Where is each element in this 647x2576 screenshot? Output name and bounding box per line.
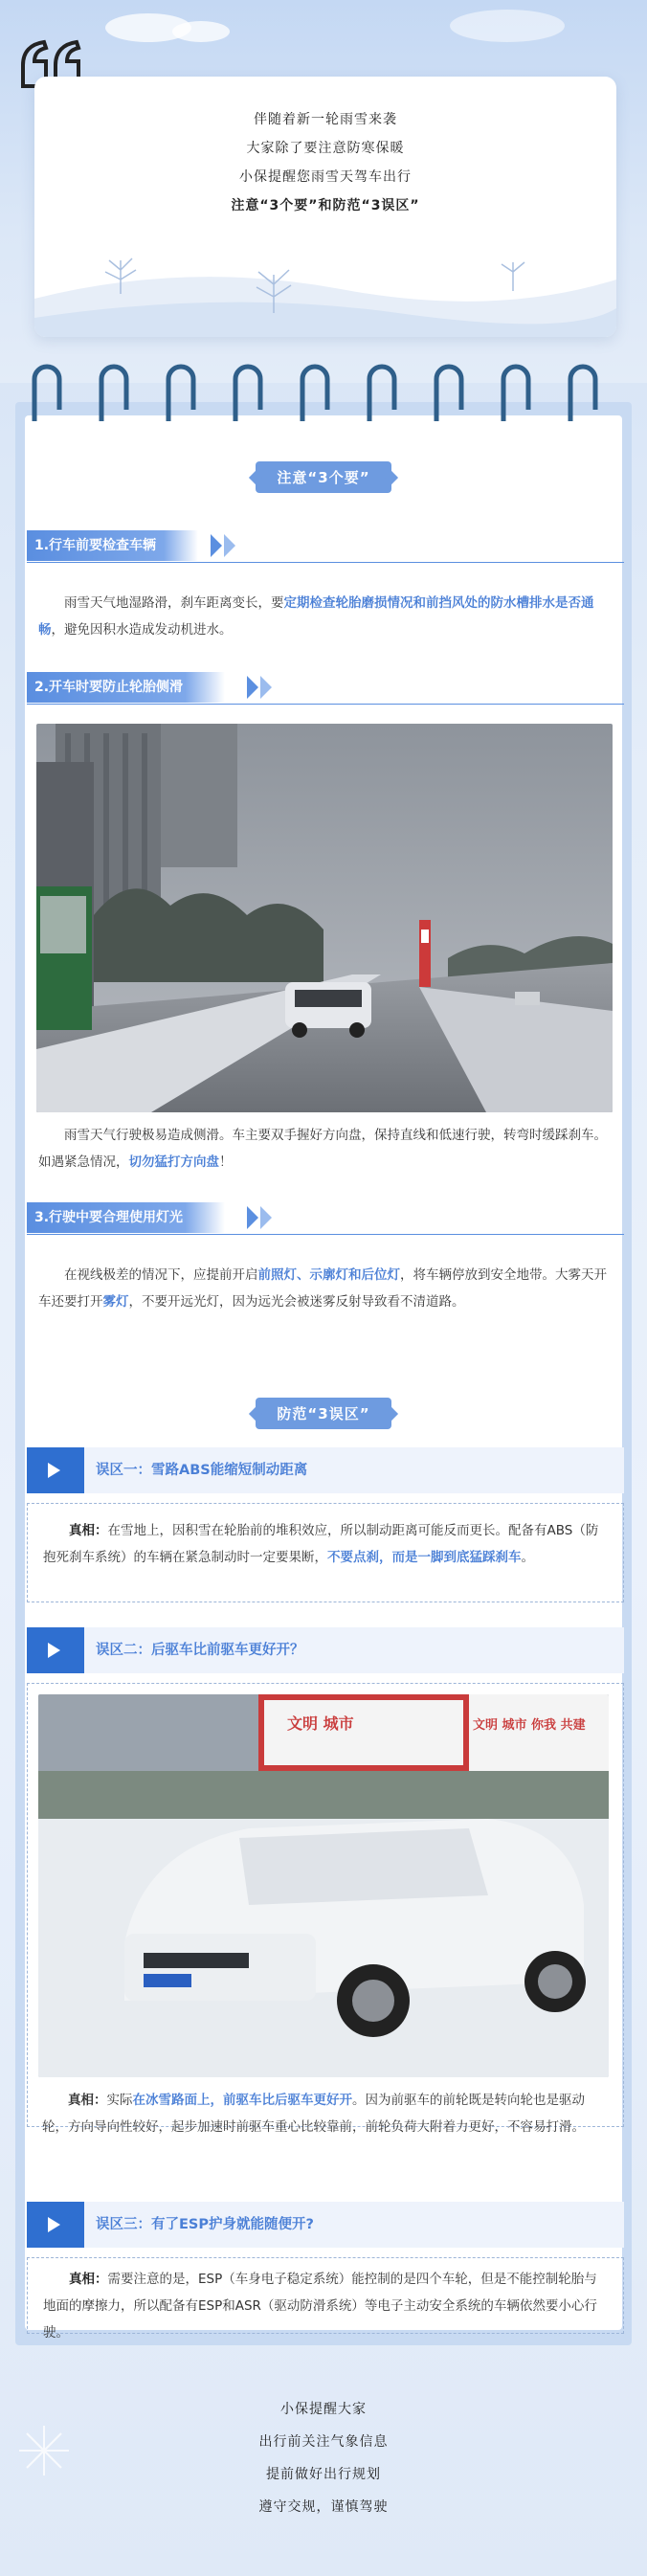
misconception-label: 误区三：有了ESP护身就能随便开? [96,2217,314,2232]
misconception-1-header [27,1447,624,1493]
chevron-right-icon [224,534,235,557]
paragraph-use-lights [38,1262,613,1315]
truth-text: 。 [521,1550,534,1565]
misconception-2-header [27,1627,624,1673]
snowy-trees-illustration [34,222,616,337]
truth-box-3 [27,2257,624,2341]
subheading-label: 2.开车时要防止轮胎侧滑 [27,672,225,703]
chevron-right-icon [260,1206,272,1229]
paragraph-prevent-skid [38,1122,613,1176]
intro-line-1: 伴随着新一轮雨雪来袭 [254,112,397,127]
paragraph-text: 雨雪天气地湿路滑，刹车距离变长，要 [64,595,284,611]
ring-icon [364,360,400,423]
subheading-use-lights [27,1202,624,1235]
highlight-text: 不要点刹，而是一脚到底猛踩刹车 [327,1550,522,1565]
intro-line-4: 注意“3个要”和防范“3误区” [231,198,420,213]
paragraph-check-vehicle [38,590,613,643]
highlight-text: 在冰雪路面上，前驱车比后驱车更好开 [132,2093,352,2108]
misconception-label: 误区二：后驱车比前驱车更好开？ [96,1643,304,1658]
ring-icon [230,360,266,423]
section-title-3-musts [0,461,647,493]
subheading-label: 1.行车前要检查车辆 [27,530,198,561]
notebook-rings [19,360,628,427]
paragraph-text: ，将车辆停放到安全地带。大雾天开车还要打开 [38,1267,607,1310]
intro-line-3: 小保提醒您雨雪天驾车出行 [239,169,412,185]
truth-text: 在雪地上，因积雪在轮胎前的堆积效应，所以制动距离可能反而更长。配备有ABS（防抱死刹车系统）的车辆在紧急制动时一定要果断， [43,1523,599,1565]
truth-label: 真相： [69,1523,108,1538]
banner-text-right: 文明 城市 你我 共建 [473,1718,586,1733]
highlight-text: 前照灯、示廓灯和后位灯 [257,1267,400,1283]
subheading-label: 3.行驶中要合理使用灯光 [27,1202,225,1233]
footer-message [0,2393,647,2523]
section-pill: 防范“3误区” [256,1398,390,1429]
play-icon [27,1627,84,1673]
ring-icon [565,360,601,423]
footer-line-2: 出行前关注气象信息 [258,2434,389,2450]
truth-label: 真相： [68,2093,107,2108]
footer-line-1: 小保提醒大家 [280,2402,367,2417]
section-title-3-misconceptions [0,1398,647,1429]
truth-text: 实际 [106,2093,133,2108]
highlight-text: 定期检查轮胎磨损情况和前挡风处的防水槽排水是否通畅 [38,595,594,638]
play-icon [27,2202,84,2248]
highlight-text: 切勿猛打方向盘 [128,1154,219,1170]
chevron-right-icon [247,676,258,699]
snowy-street-illustration [36,724,613,1112]
ring-icon [431,360,467,423]
banner-text-left: 文明 城市 [287,1714,354,1733]
misconception-3-header [27,2202,624,2248]
paragraph-text: ！ [219,1154,233,1170]
truth-text: 。因为前驱车的前轮既是转向轮也是驱动轮，方向导向性较好，起步加速时前驱车重心比较靠前，前轮负荷大附着力更好，不容易打滑。 [42,2093,585,2135]
photo-snow-covered-car [38,1694,609,2077]
ring-icon [163,360,199,423]
chevron-right-icon [260,676,272,699]
photo-snowy-road [36,724,613,1112]
paragraph-text: 在视线极差的情况下，应提前开启 [64,1267,258,1283]
paragraph-text: ，避免因积水造成发动机进水。 [51,622,233,638]
intro-line-2: 大家除了要注意防寒保暖 [246,141,405,156]
subheading-check-vehicle [27,530,624,563]
chevron-right-icon [247,1206,258,1229]
truth-text: 需要注意的是，ESP（车身电子稳定系统）能控制的是四个车轮，但是不能控制轮胎与地面的摩擦力，所以配备有ESP和ASR（驱动防滑系统）等电子主动安全系统的车辆依然要小心行驶。 [43,2272,597,2341]
chevron-right-icon [211,534,222,557]
truth-label: 真相： [69,2272,108,2287]
highlight-text: 雾灯 [102,1294,129,1310]
paragraph-text: ，不要开远光灯，因为远光会被迷雾反射导致看不清道路。 [128,1294,465,1310]
ring-icon [498,360,534,423]
footer-line-3: 提前做好出行规划 [266,2467,381,2482]
truth-text-2 [42,2087,609,2140]
intro-card [34,77,616,337]
footer-line-4: 遵守交规，谨慎驾驶 [258,2499,389,2515]
play-icon [27,1447,84,1493]
ring-icon [297,360,333,423]
truth-box-1 [27,1503,624,1602]
paragraph-text: 雨雪天气行驶极易造成侧滑。车主要双手握好方向盘，保持直线和低速行驶，转弯时缓踩刹车。如遇紧急情况， [38,1128,607,1170]
ring-icon [29,360,65,423]
misconception-label: 误区一：雪路ABS能缩短制动距离 [96,1463,308,1478]
section-pill: 注意“3个要” [256,461,390,493]
snow-car-illustration [38,1694,609,2077]
subheading-prevent-skid [27,672,624,705]
ring-icon [96,360,132,423]
